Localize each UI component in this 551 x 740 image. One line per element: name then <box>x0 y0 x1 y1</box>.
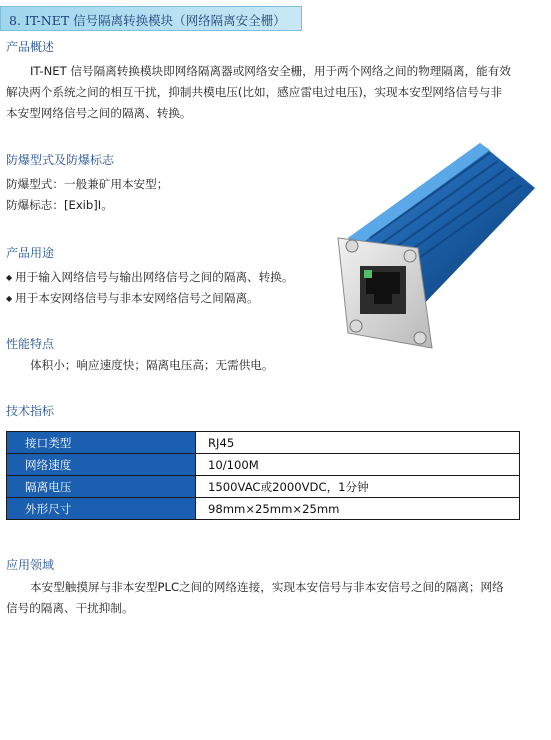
table-row <box>7 476 520 498</box>
features-text: 体积小；响应速度快；隔离电压高；无需供电。 <box>30 358 274 372</box>
spec-key: 外形尺寸 <box>7 498 196 520</box>
product-image <box>330 138 535 363</box>
title-banner <box>0 6 302 31</box>
table-row <box>7 498 520 520</box>
bullet-diamond-icon: ◆ <box>6 273 13 282</box>
overview-heading: 产品概述 <box>6 40 55 54</box>
overview-line-1: IT-NET 信号隔离转换模块即网络隔离器或网络安全栅，用于两个网络之间的物理隔离，能有效 <box>30 64 511 78</box>
table-row <box>7 432 520 454</box>
application-line-1: 本安型触摸屏与非本安型PLC之间的网络连接，实现本安信号与非本安信号之间的隔离；网络 <box>30 580 504 594</box>
application-line-2: 信号的隔离、干扰抑制。 <box>6 601 134 615</box>
spec-key: 网络速度 <box>7 454 196 476</box>
spec-value: 10/100M <box>196 454 520 476</box>
spec-key: 隔离电压 <box>7 476 196 498</box>
spec-key: 接口类型 <box>7 432 196 454</box>
explosion-heading: 防爆型式及防爆标志 <box>6 153 115 167</box>
explosion-mark: 防爆标志：[Exib]I。 <box>6 198 113 212</box>
application-heading: 应用领域 <box>6 558 55 572</box>
usage-item: ◆ 用于输入网络信号与输出网络信号之间的隔离、转换。 <box>6 270 294 284</box>
page-title: 8. IT-NET 信号隔离转换模块（网络隔离安全栅） <box>9 13 286 28</box>
overview-line-3: 本安型网络信号之间的隔离、转换。 <box>6 106 192 120</box>
usage-heading: 产品用途 <box>6 246 55 260</box>
table-row <box>7 454 520 476</box>
features-heading: 性能特点 <box>6 337 55 351</box>
usage-item: ◆ 用于本安网络信号与非本安网络信号之间隔离。 <box>6 291 259 305</box>
overview-line-2: 解决两个系统之间的相互干扰，抑制共模电压(比如，感应雷电过电压)，实现本安型网络信号与非 <box>6 85 502 99</box>
spec-value: 98mm×25mm×25mm <box>196 498 520 520</box>
specs-heading: 技术指标 <box>6 404 55 418</box>
bullet-diamond-icon: ◆ <box>6 294 13 303</box>
spec-table <box>6 431 520 520</box>
spec-value: 1500VAC或2000VDC，1分钟 <box>196 476 520 498</box>
explosion-type: 防爆型式：一般兼矿用本安型； <box>6 177 169 191</box>
spec-value: RJ45 <box>196 432 520 454</box>
